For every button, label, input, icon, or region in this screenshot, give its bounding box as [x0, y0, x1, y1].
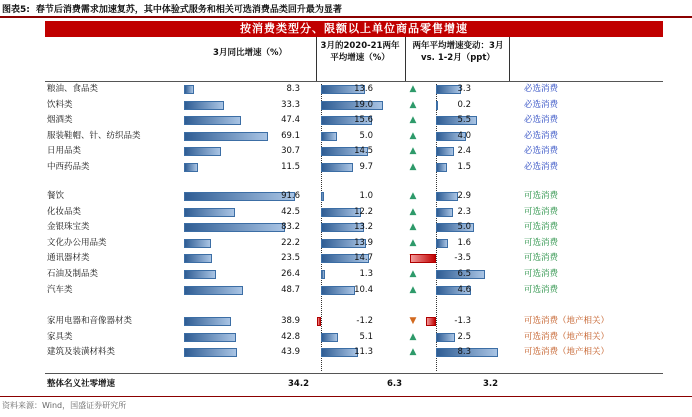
- arrow-up-icon: ▲: [409, 84, 417, 94]
- value-yoy: 69.1: [281, 130, 300, 141]
- category-tag: 必选消费: [524, 99, 559, 110]
- value-change: 3.3: [457, 84, 471, 94]
- category-tag: 可选消费: [524, 222, 559, 233]
- row-label: 金银珠宝类: [47, 222, 90, 233]
- bottom-rule: [0, 396, 692, 397]
- value-yoy: 91.6: [281, 191, 300, 201]
- row-label: 家具类: [47, 331, 73, 342]
- arrow-up-icon: ▲: [409, 331, 417, 342]
- arrow-up-icon: ▲: [409, 146, 417, 157]
- bar-avg2y: [321, 333, 338, 342]
- arrow-up-icon: ▲: [409, 222, 417, 233]
- value-change: -3.5: [454, 253, 471, 264]
- category-tag: 可选消费: [524, 237, 559, 248]
- value-avg2y: 10.4: [354, 284, 373, 295]
- top-rule: [0, 16, 692, 18]
- category-tag: 可选消费: [524, 206, 559, 217]
- value-change: 6.5: [457, 269, 471, 279]
- bar-yoy: [184, 239, 211, 248]
- value-change: 4.0: [457, 130, 471, 141]
- value-change: 1.5: [457, 162, 471, 172]
- arrow-up-icon: ▲: [409, 284, 417, 295]
- header-yoy: 3月同比增速（%）: [213, 48, 287, 58]
- value-yoy: 33.3: [281, 99, 300, 110]
- value-yoy: 47.4: [281, 115, 300, 126]
- bar-yoy: [184, 116, 241, 125]
- bar-avg2y: [321, 270, 325, 279]
- bar-yoy: [184, 286, 243, 295]
- row-label: 化妆品类: [47, 206, 82, 217]
- row-label: 文化办公用品类: [47, 237, 107, 248]
- total-rule: [45, 373, 663, 374]
- table-banner: 按消费类型分、限额以上单位商品零售增速: [45, 21, 663, 37]
- category-tag: 可选消费: [524, 284, 559, 295]
- bar-yoy: [184, 147, 221, 156]
- value-yoy: 22.2: [281, 237, 300, 248]
- total-label: 整体名义社零增速: [47, 379, 116, 389]
- value-avg2y: 12.2: [354, 206, 373, 217]
- arrow-up-icon: ▲: [409, 269, 417, 279]
- value-change: 2.4: [457, 146, 471, 157]
- category-tag: 必选消费: [524, 146, 559, 157]
- category-tag: 必选消费: [524, 84, 559, 94]
- bar-yoy: [184, 270, 216, 279]
- category-tag: 可选消费（地产相关）: [524, 347, 610, 358]
- row-label: 家用电器和音像器材类: [47, 316, 133, 326]
- arrow-up-icon: ▲: [409, 115, 417, 126]
- value-yoy: 43.9: [281, 347, 300, 358]
- category-tag: 可选消费: [524, 269, 559, 279]
- value-avg2y: 13.9: [354, 237, 373, 248]
- figure-title-text: 春节后消费需求加速复苏，其中体验式服务和相关可选消费品类回升最为显著: [35, 5, 342, 15]
- value-yoy: 42.5: [281, 206, 300, 217]
- arrow-up-icon: ▲: [409, 130, 417, 141]
- value-yoy: 83.2: [281, 222, 300, 233]
- row-label: 烟酒类: [47, 115, 73, 126]
- bar-yoy: [184, 101, 224, 110]
- category-tag: 可选消费（地产相关）: [524, 331, 610, 342]
- row-label: 日用品类: [47, 146, 82, 157]
- row-label: 中西药品类: [47, 162, 90, 172]
- value-yoy: 48.7: [281, 284, 300, 295]
- bar-yoy: [184, 317, 231, 326]
- bar-avg2y: [321, 192, 324, 201]
- row-label: 建筑及装潢材料类: [47, 347, 116, 358]
- category-tag: 必选消费: [524, 162, 559, 172]
- value-yoy: 38.9: [281, 316, 300, 326]
- value-change: 0.2: [457, 99, 471, 110]
- total-change: 3.2: [482, 379, 498, 389]
- category-tag: 可选消费: [524, 253, 559, 264]
- arrow-up-icon: ▲: [409, 162, 417, 172]
- header-avg2y: 3月的2020-21两年平均增速（%）: [320, 41, 400, 63]
- bar-yoy: [184, 348, 237, 357]
- bar-yoy: [184, 132, 268, 141]
- value-avg2y: 14.5: [354, 146, 373, 157]
- total-yoy: 34.2: [288, 379, 309, 389]
- total-avg2y: 6.3: [386, 379, 402, 389]
- header-rule: [45, 81, 663, 82]
- row-label: 通讯器材类: [47, 253, 90, 264]
- header-divider-2: [405, 37, 406, 81]
- bar-avg2y: [317, 317, 321, 326]
- figure-number: 图表5:: [2, 5, 30, 15]
- bar-change: [410, 254, 436, 263]
- bar-yoy: [184, 85, 194, 94]
- value-change: 2.9: [457, 191, 471, 201]
- value-change: 8.3: [457, 347, 471, 358]
- value-avg2y: 11.3: [354, 347, 373, 358]
- value-change: 1.6: [457, 237, 471, 248]
- value-change: 5.5: [457, 115, 471, 126]
- value-avg2y: 13.2: [354, 222, 373, 233]
- figure-title: [2, 2, 342, 15]
- bar-change: [436, 101, 438, 110]
- value-change: 4.6: [457, 284, 471, 295]
- header-change: 两年平均增速变动：3月 vs. 1-2月（ppt）: [412, 41, 504, 63]
- arrow-up-icon: ▲: [409, 347, 417, 358]
- arrow-up-icon: ▲: [409, 206, 417, 217]
- value-avg2y: 13.6: [354, 84, 373, 94]
- value-avg2y: -1.2: [356, 316, 373, 326]
- value-avg2y: 5.1: [359, 331, 373, 342]
- value-avg2y: 15.6: [354, 115, 373, 126]
- value-yoy: 11.5: [281, 162, 300, 172]
- row-label: 粮油、食品类: [47, 84, 99, 94]
- bar-yoy: [184, 333, 236, 342]
- value-avg2y: 1.3: [359, 269, 373, 279]
- row-label: 石油及制品类: [47, 269, 99, 279]
- row-label: 饮料类: [47, 99, 73, 110]
- value-change: 2.3: [457, 206, 471, 217]
- value-change: -1.3: [454, 316, 471, 326]
- bar-yoy: [184, 208, 235, 217]
- value-change: 5.0: [457, 222, 471, 233]
- row-label: 餐饮: [47, 191, 65, 201]
- value-yoy: 26.4: [281, 269, 300, 279]
- value-avg2y: 5.0: [359, 130, 373, 141]
- bar-change: [426, 317, 436, 326]
- category-tag: 必选消费: [524, 130, 559, 141]
- header-divider-1: [316, 37, 317, 81]
- value-avg2y: 1.0: [359, 191, 373, 201]
- bar-yoy: [184, 163, 198, 172]
- row-label: 汽车类: [47, 284, 73, 295]
- value-yoy: 23.5: [281, 253, 300, 264]
- row-label: 服装鞋帽、针、纺织品类: [47, 130, 141, 141]
- value-change: 2.5: [457, 331, 471, 342]
- bar-avg2y: [321, 132, 337, 141]
- header-divider-3: [509, 37, 510, 81]
- value-yoy: 8.3: [286, 84, 300, 94]
- category-tag: 可选消费（地产相关）: [524, 316, 610, 326]
- arrow-up-icon: ▲: [409, 237, 417, 248]
- arrow-down-icon: ▼: [409, 316, 417, 326]
- value-yoy: 42.8: [281, 331, 300, 342]
- value-avg2y: 19.0: [354, 99, 373, 110]
- category-tag: 可选消费: [524, 191, 559, 201]
- value-yoy: 30.7: [281, 146, 300, 157]
- category-tag: 必选消费: [524, 115, 559, 126]
- value-avg2y: 14.7: [354, 253, 373, 264]
- arrow-up-icon: ▲: [409, 191, 417, 201]
- source-note: 资料来源：Wind，国盛证券研究所: [2, 401, 127, 410]
- value-avg2y: 9.7: [359, 162, 373, 172]
- bar-yoy: [184, 254, 212, 263]
- arrow-up-icon: ▲: [409, 99, 417, 110]
